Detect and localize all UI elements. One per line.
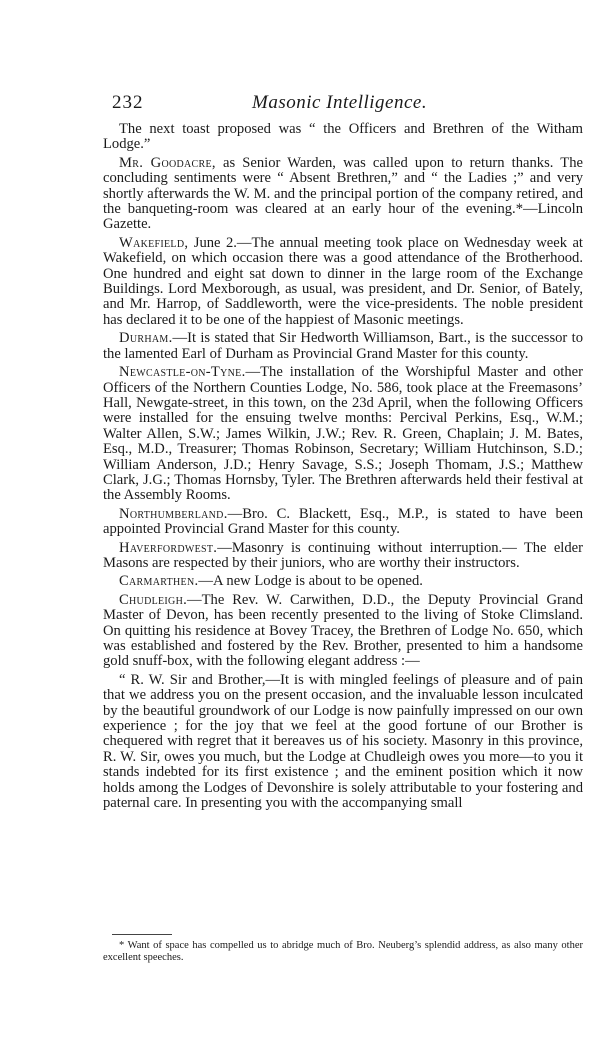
paragraph-newcastle: Newcastle-on-Tyne.—The installation of the Worshipful Master and other Officers of the Northern Counties Lodge, No. 586, took place at the Freemasons’ Hall, Newgate-street, in this town, on the 23d April, when the following Officers were installed for the ensuing twelve months: Percival Perkins, Esq., W.M.; Walter Allen, S.W.; James Wilkin, J.W.; Rev. R. Green, Chaplain; J. M. Bates, Esq., M.D., Treasurer; Thomas Robinson, Secretary; William Hutchinson, S.D.; William Anderson, J.D.; Henry Savage, S.S.; Joseph Thomam, J.S.; Matthew Clark, J.G.; Thomas Hornsby, Tyler. The Brethren afterwards held their festival at the Assembly Rooms. [103, 364, 583, 504]
paragraph-lead: Wakefield, [119, 234, 189, 251]
running-head: Masonic Intelligence. [252, 92, 428, 113]
paragraph-lead: Chudleigh. [119, 591, 188, 608]
paragraph-lead: Durham. [119, 330, 173, 347]
paragraph-lead: Northumberland. [119, 505, 228, 522]
paragraph-address: “ R. W. Sir and Brother,—It is with mingled feelings of pleasure and of pain that we address you on the present occasion, and the invaluable lesson inculcated by the beautiful groundwork of our Lodge is now painfully impressed on our own experience ; for the joy that we feel at the good fortune of our Brother is chequered with regret that it bereaves us of his society. Masonry in this province, R. W. Sir, owes you much, but the Lodge at Chudleigh owes you more—to you it stands indebted for its first existence ; and the eminent position which it now holds among the Lodges of Devonshire is solely attributable to your fostering and paternal care. In presenting you with the accompanying small [103, 671, 583, 812]
paragraph-carmarthen: Carmarthen.—A new Lodge is about to be opened. [119, 573, 423, 590]
paragraph-haverfordwest: Haverfordwest.—Masonry is continuing without interruption.— The elder Masons are respected by their juniors, who are worthy their instructors. [103, 539, 583, 571]
paragraph-goodacre: Mr. Goodacre, as Senior Warden, was called upon to return thanks. The concluding sentiments were “ Absent Brethren,” and “ the Ladies ;” and very shortly afterwards the W. M. and the principal portion of the company retired, and the banqueting-room was cleared at an early hour of the evening.*—Lincoln Gazette. [103, 154, 583, 233]
page-header [112, 92, 472, 116]
footnote-text: * Want of space has compelled us to abridge much of Bro. Neuberg’s splendid address, as also many other excellent speeches. [103, 940, 583, 963]
paragraph-chudleigh: Chudleigh.—The Rev. W. Carwithen, D.D., the Deputy Provincial Grand Master of Devon, has been recently presented to the living of Stoke Climsland. On quitting his residence at Bovey Tracey, the Brethren of Lodge No. 650, which was established and fostered by the Rev. Brother, presented to him a handsome gold snuff-box, with the following elegant address :— [103, 591, 583, 670]
paragraph-durham: Durham.—It is stated that Sir Hedworth Williamson, Bart., is the successor to the lamented Earl of Durham as Provincial Grand Master for this county. [103, 330, 583, 362]
paragraph-northumberland: Northumberland.—Bro. C. Blackett, Esq., M.P., is stated to have been appointed Provincial Grand Master for this county. [103, 505, 583, 538]
paragraph-lead: Haverfordwest. [119, 539, 218, 556]
paragraph-wakefield: Wakefield, June 2.—The annual meeting took place on Wednesday week at Wakefield, on which occasion there was a good attendance of the Brotherhood. One hundred and eight sat down to dinner in the large room of the Exchange Buildings. Lord Mexborough, as usual, was president, and Dr. Senior, of Bately, and Mr. Harrop, of Saddleworth, were the vice-presidents. The noble president has declared it to be one of the happiest of Masonic meetings. [103, 234, 583, 328]
body-text [103, 122, 583, 814]
paragraph-lead: Carmarthen. [119, 573, 199, 590]
footnote [103, 940, 583, 964]
paragraph-lead: Mr. Goodacre, [119, 154, 216, 171]
paragraph-lead: Newcastle-on-Tyne. [119, 364, 246, 381]
page-number: 232 [112, 92, 144, 113]
paragraph-witham-toast: The next toast proposed was “ the Officers and Brethren of the Witham Lodge.” [103, 121, 583, 153]
footnote-rule [112, 934, 172, 935]
